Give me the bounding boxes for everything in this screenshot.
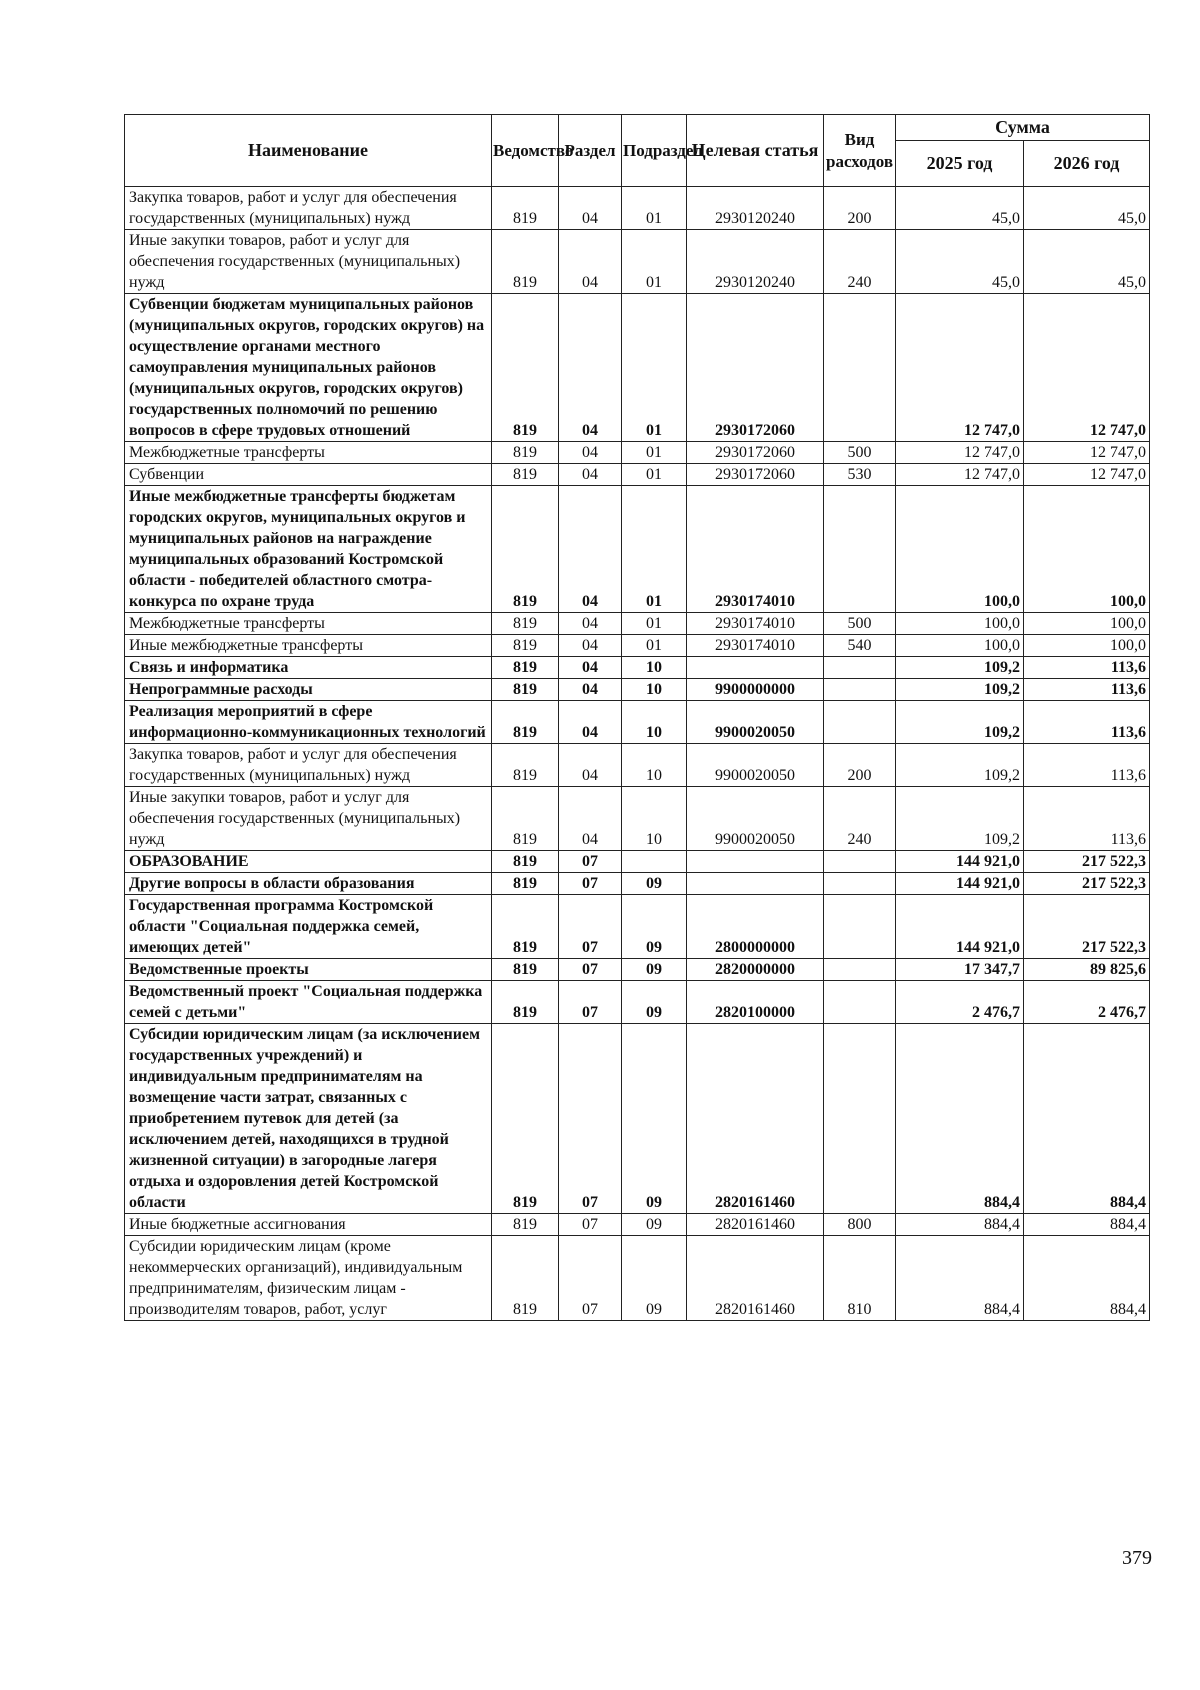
row-sum-2025: 100,0 xyxy=(896,486,1024,613)
row-subsection: 10 xyxy=(622,744,687,787)
row-dept: 819 xyxy=(492,851,559,873)
row-section: 04 xyxy=(559,294,622,442)
row-target: 2820161460 xyxy=(687,1024,824,1214)
row-sum-2025: 109,2 xyxy=(896,744,1024,787)
table-row xyxy=(125,873,1150,895)
row-section: 04 xyxy=(559,187,622,230)
row-subsection: 10 xyxy=(622,679,687,701)
table-row xyxy=(125,442,1150,464)
header-name: Наименование xyxy=(125,115,492,187)
row-section: 07 xyxy=(559,1236,622,1321)
row-name: Субвенции бюджетам муниципальных районов (муниципальных округов, городских округов) на осуществление органами местного самоуправления муниципальных районов (муниципальных округов, городских округов) государственных полномочий по решению вопросов в сфере трудовых отношений xyxy=(125,294,492,442)
row-target: 2930174010 xyxy=(687,635,824,657)
row-subsection: 10 xyxy=(622,701,687,744)
row-target: 9900000000 xyxy=(687,679,824,701)
row-expense-type: 240 xyxy=(824,787,896,851)
row-section: 04 xyxy=(559,635,622,657)
row-section: 07 xyxy=(559,1214,622,1236)
row-sum-2025: 144 921,0 xyxy=(896,895,1024,959)
row-target xyxy=(687,873,824,895)
table-row xyxy=(125,1214,1150,1236)
row-target: 2930120240 xyxy=(687,230,824,294)
row-target: 2820161460 xyxy=(687,1236,824,1321)
row-sum-2026: 113,6 xyxy=(1024,744,1150,787)
row-sum-2026: 45,0 xyxy=(1024,230,1150,294)
row-dept: 819 xyxy=(492,187,559,230)
row-dept: 819 xyxy=(492,895,559,959)
row-expense-type xyxy=(824,486,896,613)
row-name: Иные закупки товаров, работ и услуг для обеспечения государственных (муниципальных) нужд xyxy=(125,787,492,851)
row-subsection: 10 xyxy=(622,657,687,679)
row-name: Межбюджетные трансферты xyxy=(125,442,492,464)
table-row xyxy=(125,744,1150,787)
row-sum-2025: 109,2 xyxy=(896,701,1024,744)
row-section: 07 xyxy=(559,851,622,873)
table-row xyxy=(125,486,1150,613)
row-section: 04 xyxy=(559,486,622,613)
row-subsection xyxy=(622,851,687,873)
row-expense-type: 540 xyxy=(824,635,896,657)
row-target: 2820100000 xyxy=(687,981,824,1024)
row-sum-2025: 109,2 xyxy=(896,787,1024,851)
row-name: Закупка товаров, работ и услуг для обеспечения государственных (муниципальных) нужд xyxy=(125,187,492,230)
table-row xyxy=(125,657,1150,679)
row-target: 2930174010 xyxy=(687,486,824,613)
header-sum: Сумма xyxy=(896,115,1150,141)
row-target: 2820161460 xyxy=(687,1214,824,1236)
row-dept: 819 xyxy=(492,657,559,679)
row-expense-type xyxy=(824,657,896,679)
row-dept: 819 xyxy=(492,294,559,442)
row-target: 2930172060 xyxy=(687,442,824,464)
table-row xyxy=(125,701,1150,744)
row-subsection: 01 xyxy=(622,187,687,230)
row-dept: 819 xyxy=(492,613,559,635)
row-section: 04 xyxy=(559,679,622,701)
row-subsection: 09 xyxy=(622,959,687,981)
row-sum-2026: 113,6 xyxy=(1024,679,1150,701)
row-subsection: 09 xyxy=(622,873,687,895)
row-section: 07 xyxy=(559,1024,622,1214)
row-sum-2025: 12 747,0 xyxy=(896,294,1024,442)
row-target: 9900020050 xyxy=(687,701,824,744)
header-dept: Ведомство xyxy=(492,115,559,187)
row-subsection: 01 xyxy=(622,230,687,294)
row-expense-type xyxy=(824,679,896,701)
row-section: 04 xyxy=(559,787,622,851)
table-row xyxy=(125,464,1150,486)
row-name: ОБРАЗОВАНИЕ xyxy=(125,851,492,873)
row-sum-2025: 144 921,0 xyxy=(896,873,1024,895)
table-row xyxy=(125,613,1150,635)
row-dept: 819 xyxy=(492,873,559,895)
row-sum-2026: 113,6 xyxy=(1024,657,1150,679)
row-sum-2026: 100,0 xyxy=(1024,613,1150,635)
row-sum-2026: 217 522,3 xyxy=(1024,895,1150,959)
row-sum-2025: 884,4 xyxy=(896,1236,1024,1321)
row-expense-type: 240 xyxy=(824,230,896,294)
table-row xyxy=(125,230,1150,294)
row-sum-2025: 17 347,7 xyxy=(896,959,1024,981)
row-sum-2026: 884,4 xyxy=(1024,1236,1150,1321)
row-expense-type: 200 xyxy=(824,187,896,230)
table-row xyxy=(125,1236,1150,1321)
row-subsection: 01 xyxy=(622,486,687,613)
row-name: Иные закупки товаров, работ и услуг для обеспечения государственных (муниципальных) нужд xyxy=(125,230,492,294)
table-row xyxy=(125,294,1150,442)
row-section: 04 xyxy=(559,230,622,294)
row-name: Межбюджетные трансферты xyxy=(125,613,492,635)
row-target: 2930174010 xyxy=(687,613,824,635)
budget-table xyxy=(124,114,1150,1321)
row-sum-2026: 100,0 xyxy=(1024,635,1150,657)
row-sum-2026: 217 522,3 xyxy=(1024,873,1150,895)
row-dept: 819 xyxy=(492,1236,559,1321)
row-name: Связь и информатика xyxy=(125,657,492,679)
row-expense-type: 810 xyxy=(824,1236,896,1321)
row-name: Ведомственный проект "Социальная поддержка семей с детьми" xyxy=(125,981,492,1024)
row-subsection: 09 xyxy=(622,1214,687,1236)
row-expense-type xyxy=(824,981,896,1024)
header-section: Раздел xyxy=(559,115,622,187)
table-row xyxy=(125,635,1150,657)
row-sum-2025: 45,0 xyxy=(896,230,1024,294)
table-header xyxy=(125,115,1150,187)
row-name: Субсидии юридическим лицам (кроме некоммерческих организаций), индивидуальным предпринимателям, физическим лицам - производителям товаров, работ, услуг xyxy=(125,1236,492,1321)
row-subsection: 09 xyxy=(622,1236,687,1321)
row-dept: 819 xyxy=(492,230,559,294)
row-expense-type xyxy=(824,895,896,959)
row-sum-2026: 113,6 xyxy=(1024,701,1150,744)
row-subsection: 10 xyxy=(622,787,687,851)
row-target: 2930172060 xyxy=(687,294,824,442)
table-row xyxy=(125,1024,1150,1214)
row-sum-2025: 109,2 xyxy=(896,679,1024,701)
row-dept: 819 xyxy=(492,486,559,613)
row-dept: 819 xyxy=(492,981,559,1024)
row-expense-type: 200 xyxy=(824,744,896,787)
row-sum-2025: 109,2 xyxy=(896,657,1024,679)
row-expense-type xyxy=(824,959,896,981)
table-body xyxy=(125,187,1150,1321)
row-sum-2025: 884,4 xyxy=(896,1024,1024,1214)
header-2025: 2025 год xyxy=(896,141,1024,187)
row-subsection: 01 xyxy=(622,613,687,635)
row-sum-2025: 100,0 xyxy=(896,613,1024,635)
row-sum-2026: 884,4 xyxy=(1024,1214,1150,1236)
row-subsection: 01 xyxy=(622,464,687,486)
row-name: Иные бюджетные ассигнования xyxy=(125,1214,492,1236)
row-section: 04 xyxy=(559,657,622,679)
row-dept: 819 xyxy=(492,701,559,744)
row-subsection: 09 xyxy=(622,1024,687,1214)
row-sum-2025: 2 476,7 xyxy=(896,981,1024,1024)
row-expense-type: 530 xyxy=(824,464,896,486)
row-expense-type xyxy=(824,1024,896,1214)
row-subsection: 09 xyxy=(622,895,687,959)
table-row xyxy=(125,851,1150,873)
row-sum-2025: 884,4 xyxy=(896,1214,1024,1236)
row-name: Ведомственные проекты xyxy=(125,959,492,981)
row-section: 07 xyxy=(559,873,622,895)
row-dept: 819 xyxy=(492,464,559,486)
row-name: Государственная программа Костромской области "Социальная поддержка семей, имеющих детей" xyxy=(125,895,492,959)
row-target: 2800000000 xyxy=(687,895,824,959)
row-sum-2026: 217 522,3 xyxy=(1024,851,1150,873)
row-sum-2026: 884,4 xyxy=(1024,1024,1150,1214)
row-section: 04 xyxy=(559,744,622,787)
row-sum-2026: 12 747,0 xyxy=(1024,294,1150,442)
row-sum-2026: 100,0 xyxy=(1024,486,1150,613)
row-expense-type: 800 xyxy=(824,1214,896,1236)
row-subsection: 01 xyxy=(622,442,687,464)
row-dept: 819 xyxy=(492,635,559,657)
row-section: 04 xyxy=(559,613,622,635)
header-expense-type: Вид расходов xyxy=(824,115,896,187)
row-target: 2820000000 xyxy=(687,959,824,981)
row-expense-type: 500 xyxy=(824,442,896,464)
header-subsection: Подраздел xyxy=(622,115,687,187)
row-name: Иные межбюджетные трансферты xyxy=(125,635,492,657)
row-dept: 819 xyxy=(492,1024,559,1214)
row-dept: 819 xyxy=(492,679,559,701)
table-row xyxy=(125,981,1150,1024)
row-sum-2026: 12 747,0 xyxy=(1024,464,1150,486)
row-section: 04 xyxy=(559,464,622,486)
table-row xyxy=(125,895,1150,959)
row-target: 9900020050 xyxy=(687,787,824,851)
row-dept: 819 xyxy=(492,959,559,981)
row-dept: 819 xyxy=(492,442,559,464)
table-row xyxy=(125,787,1150,851)
header-2026: 2026 год xyxy=(1024,141,1150,187)
row-sum-2026: 45,0 xyxy=(1024,187,1150,230)
row-section: 04 xyxy=(559,701,622,744)
row-target xyxy=(687,657,824,679)
row-dept: 819 xyxy=(492,744,559,787)
row-dept: 819 xyxy=(492,1214,559,1236)
row-dept: 819 xyxy=(492,787,559,851)
row-section: 07 xyxy=(559,895,622,959)
row-expense-type xyxy=(824,701,896,744)
table-row xyxy=(125,187,1150,230)
row-sum-2026: 113,6 xyxy=(1024,787,1150,851)
row-subsection: 09 xyxy=(622,981,687,1024)
table-row xyxy=(125,959,1150,981)
row-name: Другие вопросы в области образования xyxy=(125,873,492,895)
row-target: 2930120240 xyxy=(687,187,824,230)
row-subsection: 01 xyxy=(622,294,687,442)
row-name: Непрограммные расходы xyxy=(125,679,492,701)
row-name: Иные межбюджетные трансферты бюджетам городских округов, муниципальных округов и муниципальных районов на награждение муниципальных образований Костромской области - победителей областного смотра-конкурса по охране труда xyxy=(125,486,492,613)
row-sum-2026: 12 747,0 xyxy=(1024,442,1150,464)
row-name: Закупка товаров, работ и услуг для обеспечения государственных (муниципальных) нужд xyxy=(125,744,492,787)
table-row xyxy=(125,679,1150,701)
row-sum-2025: 12 747,0 xyxy=(896,442,1024,464)
row-sum-2026: 89 825,6 xyxy=(1024,959,1150,981)
row-section: 07 xyxy=(559,959,622,981)
row-sum-2026: 2 476,7 xyxy=(1024,981,1150,1024)
row-expense-type xyxy=(824,294,896,442)
row-expense-type xyxy=(824,873,896,895)
header-target: Целевая статья xyxy=(687,115,824,187)
row-sum-2025: 100,0 xyxy=(896,635,1024,657)
row-expense-type: 500 xyxy=(824,613,896,635)
row-name: Реализация мероприятий в сфере информационно-коммуникационных технологий xyxy=(125,701,492,744)
row-target: 2930172060 xyxy=(687,464,824,486)
row-name: Субсидии юридическим лицам (за исключением государственных учреждений) и индивидуальным предпринимателям на возмещение части затрат, связанных с приобретением путевок для детей (за исключением детей, находящихся в трудной жизненной ситуации) в загородные лагеря отдыха и оздоровления детей Костромской области xyxy=(125,1024,492,1214)
row-target: 9900020050 xyxy=(687,744,824,787)
row-sum-2025: 45,0 xyxy=(896,187,1024,230)
row-section: 07 xyxy=(559,981,622,1024)
row-sum-2025: 144 921,0 xyxy=(896,851,1024,873)
row-section: 04 xyxy=(559,442,622,464)
row-target xyxy=(687,851,824,873)
row-expense-type xyxy=(824,851,896,873)
page-number: 379 xyxy=(1122,1547,1152,1569)
row-sum-2025: 12 747,0 xyxy=(896,464,1024,486)
row-subsection: 01 xyxy=(622,635,687,657)
row-name: Субвенции xyxy=(125,464,492,486)
